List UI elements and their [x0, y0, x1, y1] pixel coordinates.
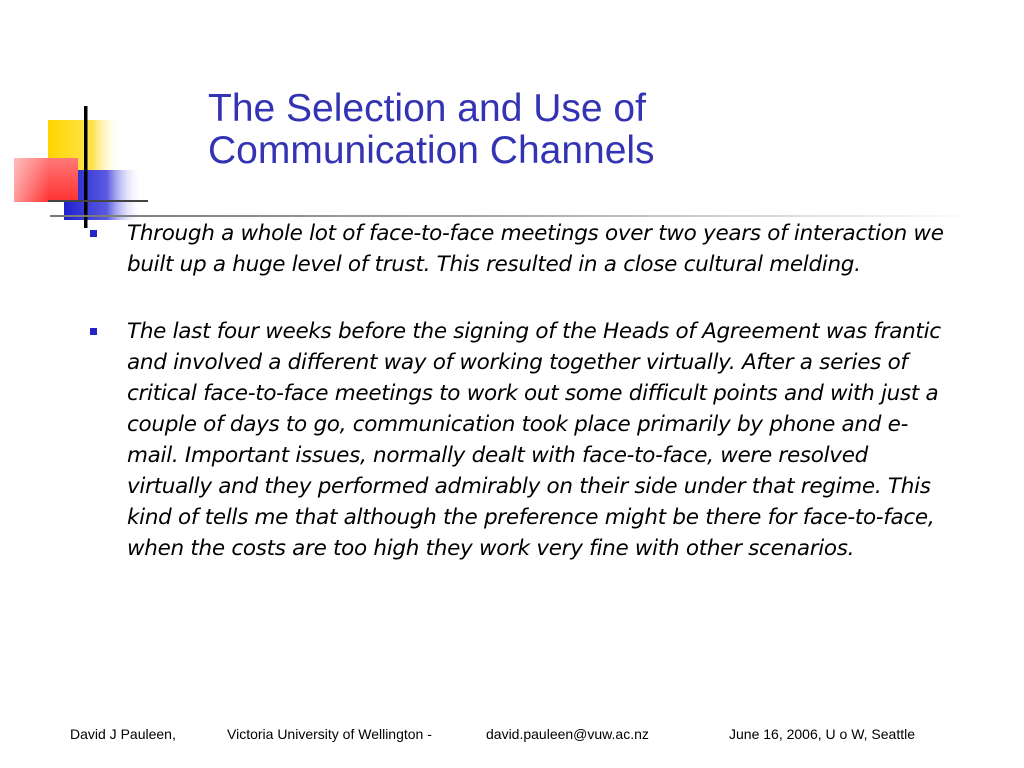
- title-underline: [50, 202, 980, 204]
- footer-email: david.pauleen@vuw.ac.nz: [486, 726, 649, 742]
- vertical-bar: [84, 106, 88, 228]
- bullet-square-icon: [90, 230, 97, 237]
- footer-date-location: June 16, 2006, U o W, Seattle: [729, 726, 916, 742]
- slide-title-line-2: Communication Channels: [208, 129, 655, 172]
- footer-author: David J Pauleen,: [70, 726, 176, 742]
- bullet-item: [90, 218, 950, 280]
- bullet-text: Through a whole lot of face-to-face meetings over two years of interaction we built up a huge level of trust. This resulted in a close cultural melding.: [127, 221, 944, 277]
- bullet-list: [90, 218, 950, 600]
- bullet-item: [90, 316, 950, 564]
- slide-footer: [0, 726, 1024, 748]
- bullet-square-icon: [90, 328, 97, 335]
- slide-title: [208, 88, 928, 172]
- bullet-text: The last four weeks before the signing of the Heads of Agreement was frantic and involved a different way of working together virtually. After a series of critical face-to-face meetings to work out some difficult points and with just a couple of days to go, communication took place primarily by phone and e-mail. Important issues, normally dealt with face-to-face, were resolved virtually and they performed admirably on their side under that regime. This kind of tells me that although the preference might be there for face-to-face, when the costs are too high they work very fine with other scenarios.: [127, 319, 941, 561]
- footer-affiliation: Victoria University of Wellington -: [227, 726, 432, 742]
- slide-title-line-1: The Selection and Use of: [208, 87, 646, 130]
